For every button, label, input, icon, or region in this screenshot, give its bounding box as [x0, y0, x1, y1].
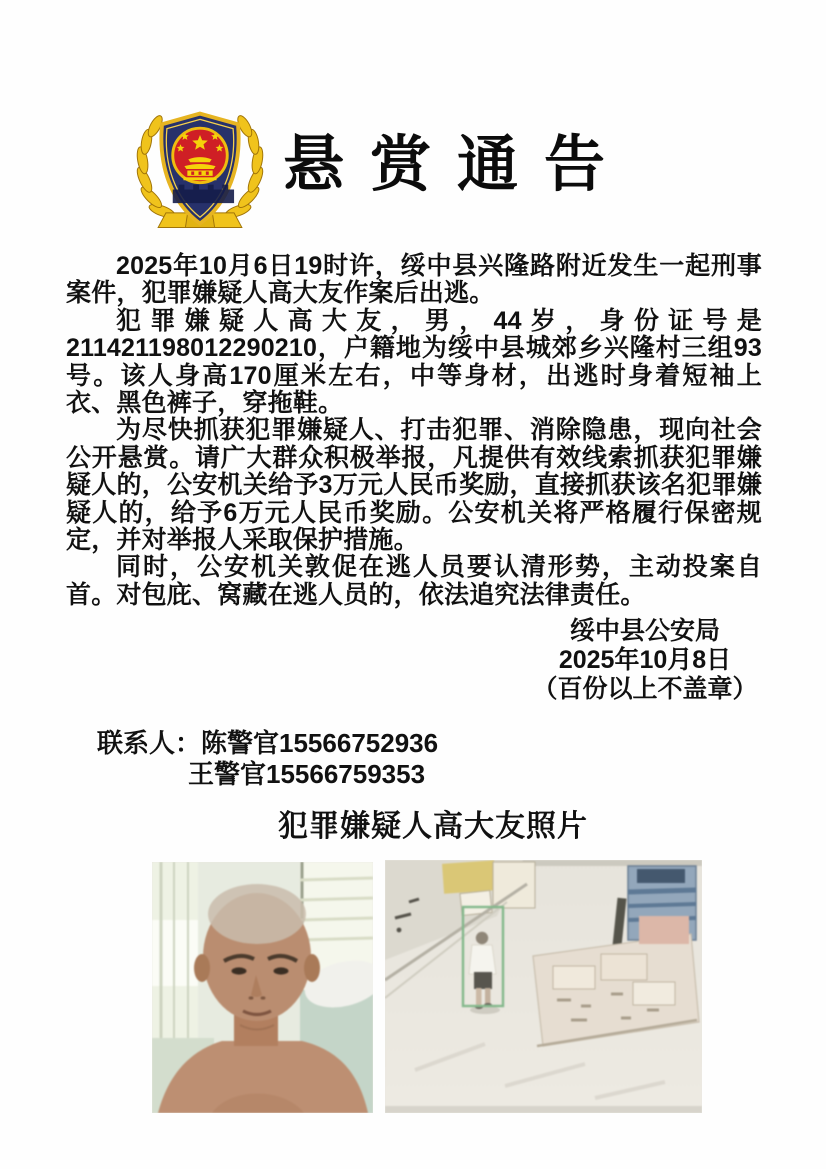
- contact-officer-2: 王警官15566759353: [188, 759, 426, 789]
- contact-officer-1: 陈警官15566752936: [201, 728, 439, 758]
- contact-label: 联系人：: [97, 728, 202, 758]
- signature-block: [495, 617, 795, 704]
- issue-date: 2025年10月8日: [558, 646, 732, 674]
- notice-body: [66, 253, 762, 609]
- paragraph-incident: 2025年10月6日19时许，绥中县兴隆路附近发生一起刑事案件，犯罪嫌疑人高大友作案后出逃。: [66, 252, 762, 308]
- no-stamp-note: （百份以上不盖章）: [532, 675, 758, 703]
- notice-title: 悬赏通告: [283, 132, 632, 199]
- issuer-name: 绥中县公安局: [569, 617, 720, 645]
- photos-caption: 犯罪嫌疑人高大友照片: [278, 810, 588, 843]
- paragraph-suspect-info: 犯罪嫌疑人高大友，男，44岁，身份证号是211421198012290210，户籍地为绥中县城郊乡兴隆村三组93号。该人身高170厘米左右，中等身材，出逃时身着短袖上衣、黑色裤子，穿拖鞋。: [66, 306, 762, 418]
- contact-line-1: [97, 728, 438, 759]
- paragraph-reward-terms: 为尽快抓获犯罪嫌疑人、打击犯罪、消除隐患，现向社会公开悬赏。请广大群众积极举报，凡提供有效线索抓获犯罪嫌疑人的，公安机关给予3万元人民币奖励，直接抓获该名犯罪嫌疑人的，给予6万元人民币奖励。公安机关将严格履行保密规定，并对举报人采取保护措施。: [66, 416, 762, 555]
- contact-block: [97, 728, 438, 790]
- cctv-photo: [385, 860, 702, 1113]
- paragraph-surrender-urge: 同时，公安机关敦促在逃人员要认清形势，主动投案自首。对包庇、窝藏在逃人员的，依法追究法律责任。: [66, 553, 762, 609]
- suspect-portrait-photo: [152, 862, 373, 1113]
- police-badge-icon: [127, 109, 273, 233]
